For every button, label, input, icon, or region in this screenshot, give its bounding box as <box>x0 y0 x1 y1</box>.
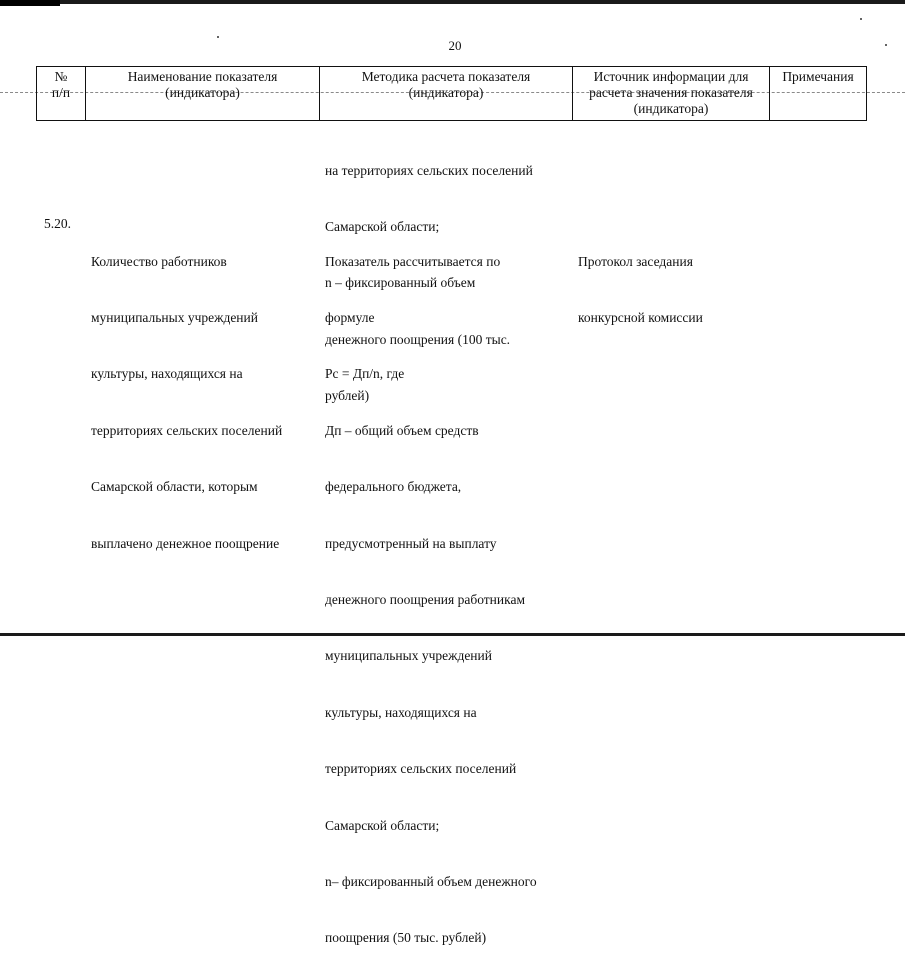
name-text-line: выплачено денежное поощрение <box>91 535 280 551</box>
name-text-line: культуры, находящихся на <box>91 366 243 382</box>
scan-speck <box>885 44 887 46</box>
header-information-source <box>573 67 770 121</box>
indicator-name-cell <box>91 215 316 572</box>
method-text-line: поощрения (50 тыс. рублей) <box>325 930 487 946</box>
scan-speck <box>860 18 862 20</box>
name-text-line: Количество работников <box>91 253 227 269</box>
scan-top-corner <box>0 0 60 6</box>
method-text-line: Самарской области; <box>325 218 440 234</box>
row-number: 5.20. <box>44 216 71 231</box>
header-calculation-method <box>320 67 573 121</box>
method-text-line: денежного поощрения работникам <box>325 591 526 607</box>
header-text-line: (индикатора) <box>165 85 240 100</box>
method-text-line: n– фиксированный объем денежного <box>325 873 537 889</box>
header-text-line: Источник информации для <box>593 69 749 84</box>
method-text-line: культуры, находящихся на <box>325 704 477 720</box>
method-text-line: Дп – общий объем средств <box>325 422 479 438</box>
indicator-table-header <box>36 66 867 121</box>
scan-speck <box>217 36 219 38</box>
information-source-cell <box>578 215 768 347</box>
method-text-line: рублей) <box>325 388 370 404</box>
header-text-line: (индикатора) <box>633 101 709 116</box>
name-text-line: муниципальных учреждений <box>91 309 258 325</box>
header-notes <box>770 67 867 121</box>
method-text-line: Рс = Дп/n, где <box>325 366 405 382</box>
header-text-line: Методика расчета показателя <box>361 69 531 84</box>
source-text-line: Протокол заседания <box>578 253 693 269</box>
header-text-line: (индикатора) <box>408 85 484 100</box>
source-text-line: конкурсной комиссии <box>578 309 703 325</box>
method-text-line: территориях сельских поселений <box>325 761 517 777</box>
header-number <box>37 67 86 121</box>
method-text-line: на территориях сельских поселений <box>325 162 533 178</box>
header-indicator-name <box>86 67 320 121</box>
header-text-line: п/п <box>51 85 71 100</box>
method-text-line: Показатель рассчитывается по <box>325 253 501 269</box>
table-header-row <box>37 67 867 121</box>
page-number: 20 <box>448 38 462 53</box>
method-text-line: формуле <box>325 309 375 325</box>
header-text-line: Наименование показателя <box>127 69 278 84</box>
name-text-line: территориях сельских поселений <box>91 422 283 438</box>
method-text-line: Самарской области; <box>325 817 440 833</box>
method-text-line: федерального бюджета, <box>325 479 462 495</box>
method-text-line: денежного поощрения (100 тыс. <box>325 331 511 347</box>
method-text-line: n – фиксированный объем <box>325 275 476 291</box>
header-text-line: № <box>54 69 68 84</box>
scan-top-edge <box>0 0 905 4</box>
calculation-method-cell <box>325 215 570 967</box>
name-text-line: Самарской области, которым <box>91 479 258 495</box>
scan-bottom-edge <box>0 633 905 636</box>
header-text-line: Примечания <box>782 69 854 84</box>
method-text-line: предусмотренный на выплату <box>325 535 497 551</box>
method-text-line: муниципальных учреждений <box>325 648 492 664</box>
header-text-line: расчета значения показателя <box>589 85 753 100</box>
